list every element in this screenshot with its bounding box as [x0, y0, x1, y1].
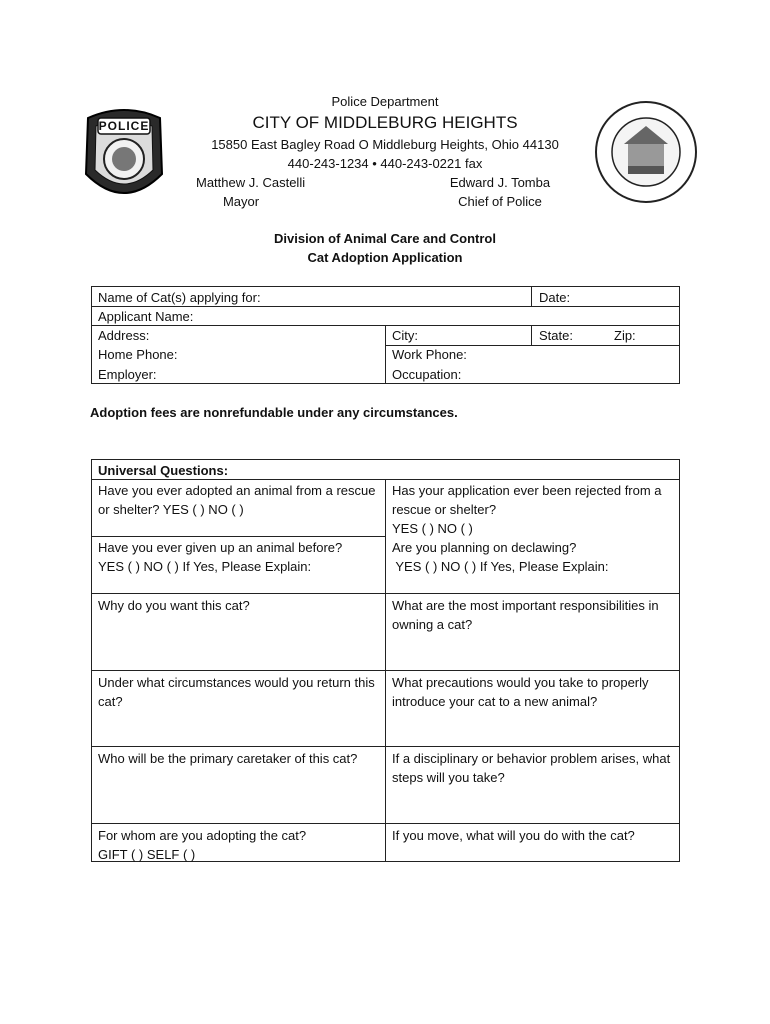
zip-field[interactable]: Zip: [614, 328, 636, 343]
badge-text: POLICE [98, 119, 150, 133]
question-return-circumstances[interactable]: Under what circumstances would you return this cat? [98, 675, 375, 709]
question-introduce-animal[interactable]: What precautions would you take to properly introduce your cat to a new animal? [392, 675, 649, 709]
city-name: CITY OF MIDDLEBURG HEIGHTS [252, 113, 518, 132]
questions-heading: Universal Questions: [98, 463, 229, 478]
question-adopting-for[interactable]: For whom are you adopting the cat? [98, 828, 307, 843]
city-field[interactable]: City: [392, 328, 418, 343]
cat-names-field[interactable]: Name of Cat(s) applying for: [98, 290, 261, 305]
address-field[interactable]: Address: [98, 328, 150, 343]
city-seal-logo [594, 100, 698, 204]
phone-line: 440-243-1234 • 440-243-0221 fax [287, 156, 483, 171]
chief-title: Chief of Police [458, 194, 542, 209]
question-rejected-answer[interactable]: YES ( ) NO ( ) [392, 521, 473, 536]
division-title: Division of Animal Care and Control [274, 231, 496, 246]
chief-name: Edward J. Tomba [449, 175, 551, 190]
question-rejected-before[interactable]: Has your application ever been rejected from a rescue or shelter? [392, 483, 662, 517]
question-adopted-before[interactable]: Have you ever adopted an animal from a rescue or shelter? YES ( ) NO ( ) [98, 483, 376, 517]
date-field[interactable]: Date: [539, 290, 571, 305]
question-primary-caretaker[interactable]: Who will be the primary caretaker of this cat? [98, 751, 358, 766]
question-why-cat[interactable]: Why do you want this cat? [98, 598, 250, 613]
question-declawing[interactable]: Are you planning on declawing? [392, 540, 577, 555]
question-responsibilities[interactable]: What are the most important responsibilities in owning a cat? [392, 598, 659, 632]
department-name: Police Department [331, 94, 439, 109]
question-adopting-for-answer[interactable]: GIFT ( ) SELF ( ) [98, 847, 196, 862]
question-behavior-problem[interactable]: If a disciplinary or behavior problem arises, what steps will you take? [392, 751, 671, 785]
occupation-field[interactable]: Occupation: [392, 367, 462, 382]
question-given-up-answer[interactable]: YES ( ) NO ( ) If Yes, Please Explain: [98, 559, 312, 574]
question-declawing-answer[interactable]: YES ( ) NO ( ) If Yes, Please Explain: [392, 559, 609, 574]
question-if-move[interactable]: If you move, what will you do with the cat? [392, 828, 635, 843]
application-title: Cat Adoption Application [307, 250, 463, 265]
address-line: 15850 East Bagley Road O Middleburg Heights, Ohio 44130 [211, 137, 559, 152]
home-phone-field[interactable]: Home Phone: [98, 347, 178, 362]
mayor-name: Matthew J. Castelli [196, 175, 306, 190]
employer-field[interactable]: Employer: [98, 367, 157, 382]
work-phone-field[interactable]: Work Phone: [392, 347, 467, 362]
state-field[interactable]: State: [539, 328, 573, 343]
mayor-title: Mayor [222, 194, 260, 209]
fees-notice: Adoption fees are nonrefundable under any circumstances. [90, 405, 458, 420]
applicant-name-field[interactable]: Applicant Name: [98, 309, 194, 324]
question-given-up-animal[interactable]: Have you ever given up an animal before? [98, 540, 343, 555]
